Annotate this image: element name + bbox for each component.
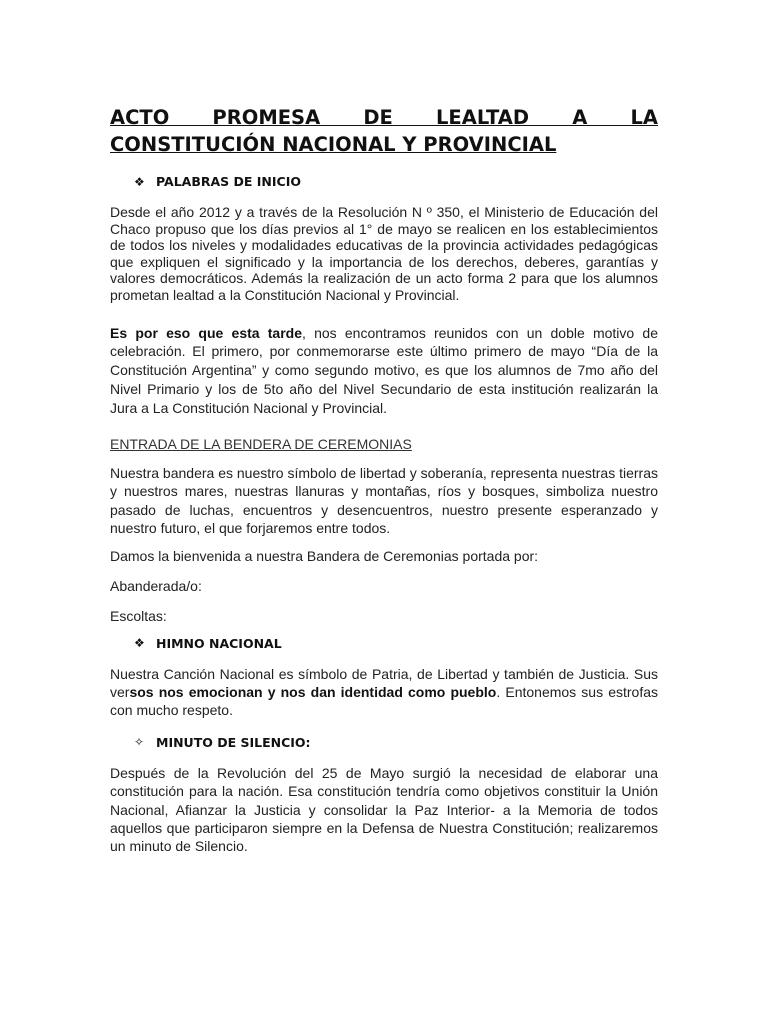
- star-bullet-icon: ✧: [134, 735, 145, 750]
- label-escoltas: Escoltas:: [110, 607, 167, 624]
- text-part: Nuestra Canción Nacional es símbolo de Patria, de Libertad y también de Justicia. Sus ver: [110, 665, 658, 700]
- title-line-1: ACTO PROMESA DE LEALTAD A LA: [110, 106, 658, 129]
- paragraph-minuto: Después de la Revolución del 25 de Mayo surgió la necesidad de elaborar una constitución para la nación. Esa constitución tendría como objetivos constituir la Unión Nacional, Afianzar la Justicia y consolidar la Paz Interior- a la Memoria de todos aquellos que participaron siempre en la Defensa de Nuestra Constitución; realizaremos un minuto de Silencio.: [110, 764, 658, 855]
- paragraph-rest: , nos encontramos reunidos con un doble motivo de celebración. El primero, por conmemorarse este último primero de mayo “Día de la Constitución Argentina” y como segundo motivo, es que los alumnos de 7mo año del Nivel Primario y los de 5to año del Nivel Secundario de esta institución realizarán la Jura a La Constitución Nacional y Provincial.: [110, 324, 658, 416]
- paragraph-himno: [110, 665, 658, 719]
- bold-intro: Es por eso que esta tarde: [110, 324, 302, 341]
- document-title: [110, 104, 658, 158]
- heading-label: MINUTO DE SILENCIO:: [156, 734, 311, 750]
- heading-minuto: [110, 735, 658, 750]
- heading-label: HIMNO NACIONAL: [156, 635, 282, 651]
- heading-himno: [110, 636, 658, 651]
- paragraph-por-eso: [110, 324, 658, 418]
- diamond-bullet-icon: ❖: [134, 636, 145, 651]
- text-part: . Entonemos sus estrofas con mucho respeto.: [110, 683, 658, 718]
- document-page: [110, 104, 658, 855]
- heading-label: PALABRAS DE INICIO: [156, 174, 301, 189]
- label-abanderada: Abanderada/o:: [110, 577, 202, 594]
- bold-text: sos nos emocionan y nos dan identidad como pueblo: [129, 683, 497, 700]
- heading-palabras-inicio: [110, 174, 658, 189]
- paragraph-bandera: Nuestra bandera es nuestro símbolo de libertad y soberanía, representa nuestras tierras y nuestros mares, nuestras llanuras y montañas, ríos y bosques, simboliza nuestro pasado de luchas, encuentros y desencuentros, nuestro presente esperanzado y nuestro futuro, el que forjaremos entre todos.: [110, 464, 658, 537]
- paragraph-bienvenida: Damos la bienvenida a nuestra Bandera de Ceremonias portada por:: [110, 547, 539, 564]
- diamond-bullet-icon: ❖: [134, 174, 145, 189]
- title-line-2: CONSTITUCIÓN NACIONAL Y PROVINCIAL: [110, 133, 557, 156]
- paragraph-palabras-inicio: Desde el año 2012 y a través de la Resolución N º 350, el Ministerio de Educación del Chaco propuso que los días previos al 1° de mayo se realicen en los establecimientos de todos los niveles y modalidades educativas de la provincia actividades pedagógicas que expliquen el significado y la importancia de los derechos, deberes, garantías y valores democráticos. Además la realización de un acto forma 2 para que los alumnos prometan lealtad a la Constitución Nacional y Provincial.: [110, 204, 658, 303]
- heading-entrada-bandera: ENTRADA DE LA BENDERA DE CEREMONIAS: [110, 435, 412, 452]
